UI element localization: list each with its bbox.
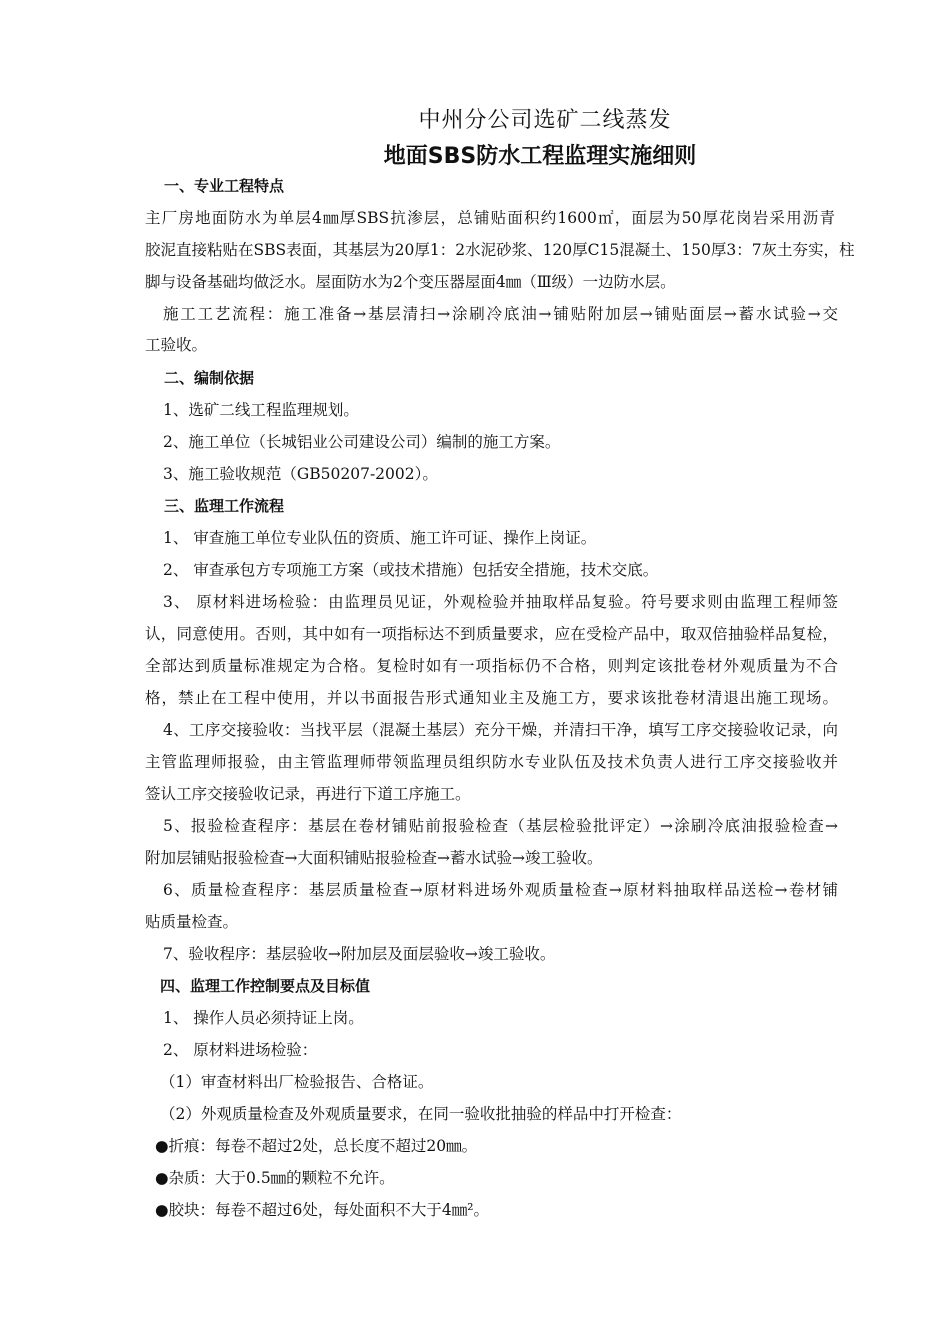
list-item: 2、 审查承包方专项施工方案（或技术措施）包括安全措施，技术交底。 bbox=[163, 561, 659, 579]
list-item: 1、选矿二线工程监理规划。 bbox=[163, 401, 359, 419]
section-heading-3: 三、监理工作流程 bbox=[164, 497, 285, 515]
document-title-line1: 中州分公司选矿二线蒸发 bbox=[418, 108, 672, 133]
section-heading-1: 一、专业工程特点 bbox=[164, 177, 285, 195]
section-heading-2: 二、编制依据 bbox=[164, 369, 255, 387]
bullet-item: ●胶块：每卷不超过6处，每处面积不大于4㎜²。 bbox=[155, 1201, 489, 1219]
paragraph-line: 5、报验检查程序：基层在卷材铺贴前报验检查（基层检验批评定）→涂刷冷底油报验检查→ bbox=[163, 817, 838, 835]
list-item: 7、验收程序：基层验收→附加层及面层验收→竣工验收。 bbox=[163, 945, 556, 963]
list-item: 1、 操作人员必须持证上岗。 bbox=[163, 1009, 364, 1027]
paragraph-line: 认，同意使用。否则，其中如有一项指标达不到质量要求，应在受检产品中，取双倍抽验样品复检， bbox=[145, 625, 838, 643]
document-title-line2: 地面SBS防水工程监理实施细则 bbox=[383, 144, 697, 169]
paragraph-line: 3、 原材料进场检验：由监理员见证，外观检验并抽取样品复验。符号要求则由监理工程师签 bbox=[163, 593, 838, 611]
list-item: 2、施工单位（长城铝业公司建设公司）编制的施工方案。 bbox=[163, 433, 561, 451]
paragraph-line: 全部达到质量标准规定为合格。复检时如有一项指标仍不合格，则判定该批卷材外观质量为不合 bbox=[145, 657, 838, 675]
paragraph-line: 格，禁止在工程中使用，并以书面报告形式通知业主及施工方，要求该批卷材清退出施工现场。 bbox=[145, 689, 838, 707]
list-item: （2）外观质量检查及外观质量要求，在同一验收批抽验的样品中打开检查： bbox=[160, 1105, 682, 1123]
paragraph-line: 脚与设备基础均做泛水。屋面防水为2个变压器屋面4㎜（Ⅲ级）一边防水层。 bbox=[145, 273, 676, 291]
paragraph-line: 主管监理师报验，由主管监理师带领监理员组织防水专业队伍及技术负责人进行工序交接验收并 bbox=[145, 753, 838, 771]
list-item: （1）审查材料出厂检验报告、合格证。 bbox=[160, 1073, 434, 1091]
paragraph-line: 胶泥直接粘贴在SBS表面，其基层为20厚1：2水泥砂浆、120厚C15混凝土、150厚3：7灰土夯实，柱 bbox=[145, 241, 855, 259]
paragraph-line: 施工工艺流程：施工准备→基层清扫→涂刷冷底油→铺贴附加层→铺贴面层→蓄水试验→交 bbox=[163, 305, 838, 323]
bullet-item: ●折痕：每卷不超过2处，总长度不超过20㎜。 bbox=[155, 1137, 478, 1155]
list-item: 3、施工验收规范（GB50207-2002）。 bbox=[163, 465, 438, 483]
paragraph-line: 附加层铺贴报验检查→大面积铺贴报验检查→蓄水试验→竣工验收。 bbox=[145, 849, 603, 867]
paragraph-line: 工验收。 bbox=[145, 336, 208, 354]
paragraph-line: 主厂房地面防水为单层4㎜厚SBS抗渗层，总铺贴面积约1600㎡，面层为50厚花岗岩采用沥青 bbox=[145, 209, 835, 227]
section-heading-4: 四、监理工作控制要点及目标值 bbox=[160, 977, 371, 995]
paragraph-line: 贴质量检查。 bbox=[145, 913, 239, 931]
list-item: 2、 原材料进场检验： bbox=[163, 1041, 318, 1059]
bullet-item: ●杂质：大于0.5㎜的颗粒不允许。 bbox=[155, 1169, 395, 1187]
list-item: 1、 审查施工单位专业队伍的资质、施工许可证、操作上岗证。 bbox=[163, 529, 597, 547]
paragraph-line: 4、工序交接验收：当找平层（混凝土基层）充分干燥，并清扫干净，填写工序交接验收记录，向 bbox=[163, 721, 838, 739]
paragraph-line: 6、质量检查程序：基层质量检查→原材料进场外观质量检查→原材料抽取样品送检→卷材铺 bbox=[163, 881, 838, 899]
paragraph-line: 签认工序交接验收记录，再进行下道工序施工。 bbox=[145, 785, 471, 803]
